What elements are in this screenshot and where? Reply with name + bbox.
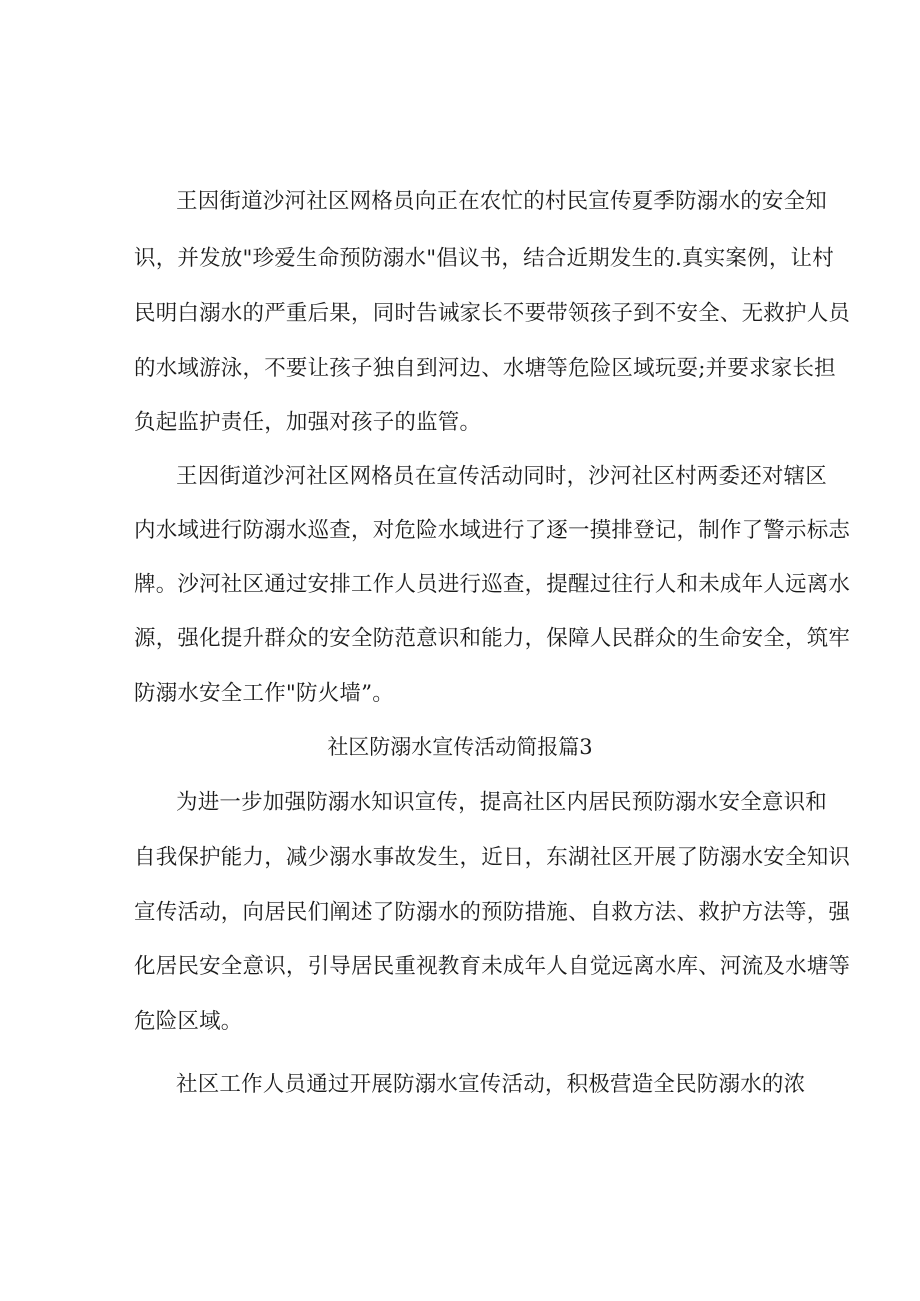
paragraph-line: 牌。沙河社区通过安排工作人员进行巡查，提醒过往行人和未成年人远离水 — [134, 572, 851, 597]
paragraph-line: 源，强化提升群众的安全防范意识和能力，保障人民群众的生命安全，筑牢 — [134, 626, 851, 651]
paragraph-line: 为进一步加强防溺水知识宣传，提高社区内居民预防溺水安全意识和 — [176, 790, 828, 815]
paragraph-line: 社区工作人员通过开展防溺水宣传活动，积极营造全民防溺水的浓 — [176, 1072, 806, 1097]
paragraph-line: 民明白溺水的严重后果，同时告诫家长不要带领孩子到不安全、无救护人员 — [134, 301, 851, 326]
paragraph-line: 的水域游泳，不要让孩子独自到河边、水塘等危险区域玩耍;并要求家长担 — [134, 356, 836, 381]
paragraph-line: 王因街道沙河社区网格员在宣传活动同时，沙河社区村两委还对辖区 — [176, 464, 828, 489]
paragraph-line: 危险区域。 — [134, 1009, 243, 1034]
paragraph-line: 防溺水安全工作"防火墙”。 — [134, 681, 394, 706]
paragraph-line: 内水域进行防溺水巡查，对危险水域进行了逐一摸排登记，制作了警示标志 — [134, 518, 851, 543]
paragraph-line: 化居民安全意识，引导居民重视教育未成年人自觉远离水库、河流及水塘等 — [134, 954, 851, 979]
paragraph-line: 负起监护责任，加强对孩子的监管。 — [134, 410, 482, 435]
paragraph-line: 识，并发放"珍爱生命预防溺水"倡议书，结合近期发生的.真实案例，让村 — [134, 246, 834, 271]
paragraph-line: 王因街道沙河社区网格员向正在农忙的村民宣传夏季防溺水的安全知 — [176, 189, 828, 214]
paragraph-line: 宣传活动，向居民们阐述了防溺水的预防措施、自救方法、救护方法等，强 — [134, 900, 851, 925]
paragraph-line: 自我保护能力，减少溺水事故发生，近日，东湖社区开展了防溺水安全知识 — [134, 845, 851, 870]
section-heading: 社区防溺水宣传活动简报篇3 — [327, 735, 593, 759]
